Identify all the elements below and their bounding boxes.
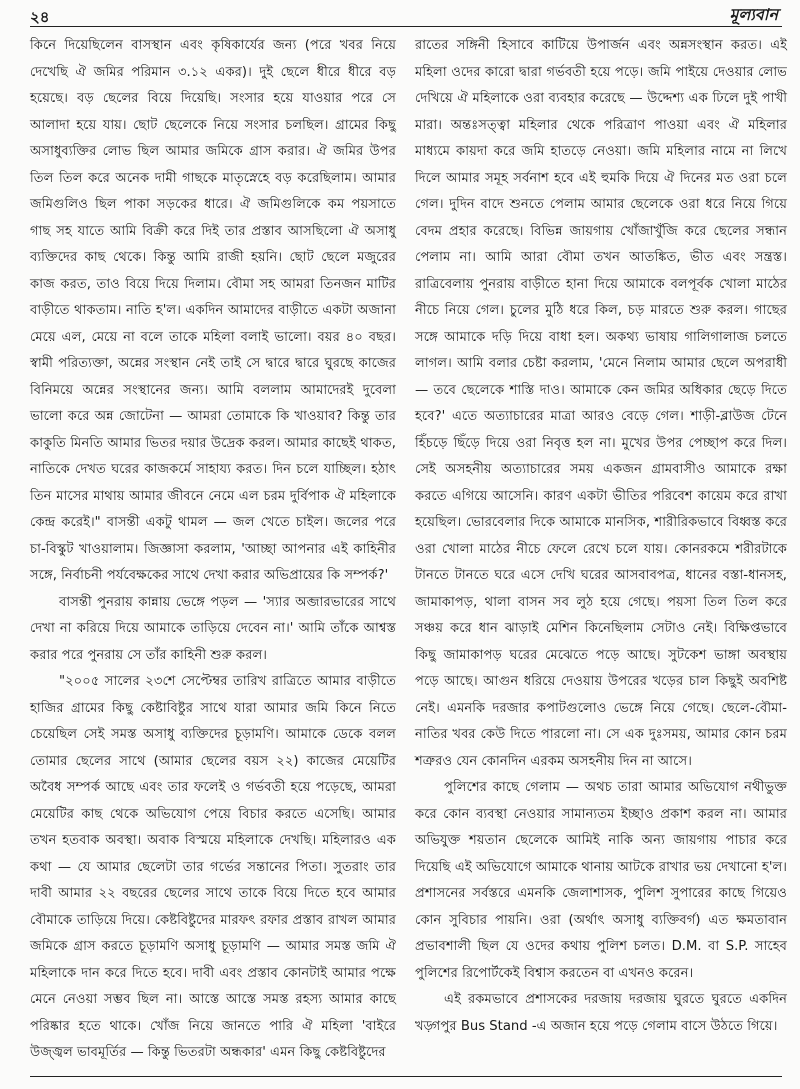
right-paragraph-1: রাতের সঙ্গিনী হিসাবে কাটিয়ে উপার্জন এবং অন্নসংস্থান করত। এই মহিলা ওদের কারো দ্বারা গর্ভবতী হয়ে পড়ে। জমি পাইয়ে দেওয়ার লোভ দেখিয়ে ঐ মহিলাকে ওরা ব্যবহার করেছে — উদ্দেশ্য এক ঢিলে দুই পাখী মারা। অন্তঃসত্ত্বা মহিলার থেকে পরিত্রাণ পাওয়া এবং ঐ মহিলার মাধ্যমে কায়দা করে জমি হাতড়ে নেওয়া। জমি মহিলার নামে না লিখে দিলে আমার সমূহ সর্বনাশ হবে এই হুমকি দিয়ে ঐ দিনের মত ওরা চলে গেল। দুদিন বাদে শুনতে পেলাম আমার ছেলেকে ওরা ধরে নিয়ে গিয়ে বেদম প্রহার করেছে। বিভিন্ন জায়গায় খোঁজাখুঁজি করে ছেলের সন্ধান পেলাম না। আমি আরা বৌমা তখন আতঙ্কিত, ভীত এবং সন্ত্রস্ত। রাত্রিবেলায় পুনরায় বাড়ীতে হানা দিয়ে আমাকে বলপূর্বক খোলা মাঠের নীচে নিয়ে গেল। চুলের মুঠি ধরে কিল, চড় মারতে শুরু করল। গাছের সঙ্গে আমাকে দড়ি দিয়ে বাধা হল। অকথ্য ভাষায় গালিগালাজ চলতে লাগল। আমি বলার চেষ্টা করলাম, 'মেনে নিলাম আমার ছেলে অপরাধী — তবে ছেলেকে শাস্তি দাও। আমাকে কেন জমির অধিকার ছেড়ে দিতে হবে?' এতে অত্যাচারের মাত্রা আরও বেড়ে গেল। শাড়ী-ব্লাউজ টেনে হিঁচড়ে ছিঁড়ে দিয়ে ওরা নিবৃত্ত হল না। মুখের উপর পেচ্ছাপ করে দিল। সেই অসহনীয় অত্যাচারের সময় একজন গ্রামবাসীও আমাকে রক্ষা করতে এগিয়ে আসেনি। কারণ একটা ভীতির পরিবেশ কায়েম করে রাখা হয়েছিল। ভোরবেলার দিকে আমাকে মানসিক, শারীরিকভাবে বিধ্বস্ত করে ওরা খোলা মাঠের নীচে ফেলে রেখে চলে যায়। কোনরকমে শরীরটাকে টানতে টানতে ঘরে এসে দেখি ঘরের আসবাবপত্র, ধানের বস্তা-ধানসহ, জামাকাপড়, থালা বাসন সব লুঠ হয়ে গেছে। পয়সা তিল তিল করে সঞ্চয় করে ধান ঝাড়াই মেশিন কিনেছিলাম সেটাও নেই। বিক্ষিপ্তভাবে কিছু জামাকাপড় ঘরের মেঝেতে পড়ে আছে। সুটকেশ ভাঙ্গা অবস্থায় পড়ে আছে। আগুন ধরিয়ে দেওয়ায় উপরের খড়ের চাল কিছুই অবশিষ্ট নেই। এমনকি দরজার কপাটগুলোও ভেঙ্গে নিয়ে গেছে। ছেলে-বৌমা-নাতির খবর কেউ দিতে পারলো না। সে এক দুঃসময়, আমার কোন চরম শত্রুরও যেন কোনদিন এরকম অসহনীয় দিন না আসে। bbox=[415, 38, 787, 769]
bottom-rule bbox=[30, 1076, 782, 1077]
left-paragraph-2: বাসন্তী পুনরায় কান্নায় ভেঙ্গে পড়ল — 'স্যার অব্জারভারের সাথে দেখা না করিয়ে দিয়ে আমাকে তাড়িয়ে দেবেন না।' আমি তাঁকে আশ্বস্ত করার পরে পুনরায় সে তাঁর কাহিনী শুরু করল। bbox=[30, 594, 396, 663]
right-paragraph-3: এই রকমভাবে প্রশাসকের দরজায় দরজায় ঘুরতে ঘুরতে একদিন খড়্গপুর Bus Stand -এ অজান হয়ে পড়ে গেলাম বাসে উঠতে গিয়ে। bbox=[415, 992, 787, 1034]
right-column bbox=[415, 33, 787, 1040]
left-paragraph-3: "২০০৫ সালের ২৩শে সেপ্টেম্বর তারিখ রাত্রিতে আমার বাড়ীতে হাজির গ্রামের কিছু কেষ্টাবিষ্টুর সাথে যারা আমার জমি কিনে নিতে চেয়েছিল সেই সমস্ত অসাধু ব্যক্তিদের চূড়ামণি। আমাকে ডেকে বলল তোমার ছেলের সাথে (আমার ছেলের বয়স ২২) কাজের মেয়েটির অবৈধ সম্পর্ক আছে এবং তার ফলেই ও গর্ভবতী হয়ে পড়েছে, আমরা মেয়েটির কাছ থেকে অভিযোগ পেয়ে বিচার করতে এসেছি। আমার তখন হতবাক অবস্থা। অবাক বিস্ময়ে মহিলাকে দেখছি। মহিলারও এক কথা — যে আমার ছেলেটা তার গর্ভের সন্তানের পিতা। সুতরাং তার দাবী আমার ২২ বছরের ছেলের সাথে তাকে বিয়ে দিতে হবে আমার বৌমাকে তাড়িয়ে দিয়ে। কেষ্টবিষ্টুদের মারফৎ রফার প্রস্তাব রাখল আমার জমিকে গ্রাস করতে চূড়ামণি অসাধু চূড়ামণি — আমার সমস্ত জমি ঐ মহিলাকে দান করে দিতে হবে। দাবী এবং প্রস্তাব কোনটাই আমার পক্ষে মেনে নেওয়া সম্ভব ছিল না। আস্তে আস্তে সমস্ত রহস্য আমার কাছে পরিষ্কার হতে থাকে। খোঁজ নিয়ে জানতে পারি ঐ মহিলা 'বাইরে উজ্জ্বল ভাবমূর্তির — কিন্তু ভিতরটা অন্ধকার' এমন কিছু কেষ্টবিষ্টুদের bbox=[30, 674, 396, 1060]
left-column bbox=[30, 33, 396, 1067]
top-rule bbox=[30, 26, 782, 27]
left-paragraph-1: কিনে দিয়েছিলেন বাসস্থান এবং কৃষিকার্যের জন্য (পরে খবর নিয়ে দেখেছি ঐ জমির পরিমান ৩.১২ একর)। দুই ছেলে ধীরে ধীরে বড় হয়েছে। বড় ছেলের বিয়ে দিয়েছি। সংসার হয়ে যাওয়ার পরে সে আলাদা হয়ে যায়। ছোট ছেলেকে নিয়ে সংসার চলছিল। গ্রামের কিছু অসাধুব্যক্তির লোভ ছিল আমার জমিকে গ্রাস করার। ঐ জমির উপর তিল তিল করে অনেক দামী গাছকে মাতৃস্নেহে বড় করেছিলাম। আমার জমিগুলিও ছিল পাকা সড়কের ধারে। ঐ জমিগুলিকে কম পয়সাতে গাছ সহ যাতে আমি বিক্রী করে দিই তার প্রস্তাব আসছিলো ঐ অসাধু ব্যক্তিদের কাছ থেকে। কিন্তু আমি রাজী হয়নি। ছোট ছেলে মজুরের কাজ করত, তাও বিয়ে দিয়ে দিলাম। বৌমা সহ আমরা তিনজন মাটির বাড়ীতে থাকতাম। নাতি হ'ল। একদিন আমাদের বাড়ীতে একটা অজানা মেয়ে এল, মেয়ে না বলে তাকে মহিলা বলাই ভালো। বয়র ৪০ বছর। স্বামী পরিত্যক্তা, অন্নের সংস্থান নেই তাই সে দ্বারে দ্বারে ঘুরছে কাজের বিনিময়ে অন্নের সংস্থানের জন্য। আমি বললাম আমাদেরই দুবেলা ভালো করে অন্ন জোটেনা — আমরা তোমাকে কি খাওয়াব? কিন্তু তার কাকুতি মিনতি আমার ভিতর দয়ার উদ্রেক করল। আমার কাছেই থাকত, নাতিকে দেখত ঘরের কাজকর্মে সাহায্য করত। দিন চলে যাচ্ছিল। হঠাৎ তিন মাসের মাথায় আমার জীবনে নেমে এল চরম দুর্বিপাক ঐ মহিলাকে কেন্দ্র করেই।" বাসন্তী একটু থামল — জল খেতে চাইল। জলের পরে চা-বিস্কুট খাওয়ালাম। জিজ্ঞাসা করলাম, 'আচ্ছা আপনার এই কাহিনীর সঙ্গে, নির্বাচনী পর্যবেক্ষকের সাথে দেখা করার অভিপ্রায়ের কি সম্পর্ক?' bbox=[30, 38, 396, 583]
page-number: ২৪ bbox=[30, 8, 50, 26]
right-paragraph-2: পুলিশের কাছে গেলাম — অথচ তারা আমার অভিযোগ নথীভুক্ত করে কোন ব্যবস্থা নেওয়ার সামান্যতম ইচ্ছাও প্রকাশ করল না। আমার অভিযুক্ত শয়তান ছেলেকে আমিই নাকি অন্য জায়গায় পাচার করে দিয়েছি এই অভিযোগে আমাকে থানায় আটকে রাখার ভয় দেখানো হ'ল। প্রশাসনের সর্বস্তরে এমনকি জেলাশাসক, পুলিশ সুপারের কাছে গিয়েও কোন সুবিচার পায়নি। ওরা (অর্থাৎ অসাধু ব্যক্তিবর্গ) এত ক্ষমতাবান প্রভাবশালী ছিল যে ওদের কথায় পুলিশ চলত। D.M. বা S.P. সাহেব পুলিশের রিপোর্টকেই বিশ্বাস করতেন বা এখনও করেন। bbox=[415, 780, 787, 981]
running-head: মূল্যবান bbox=[729, 5, 778, 24]
